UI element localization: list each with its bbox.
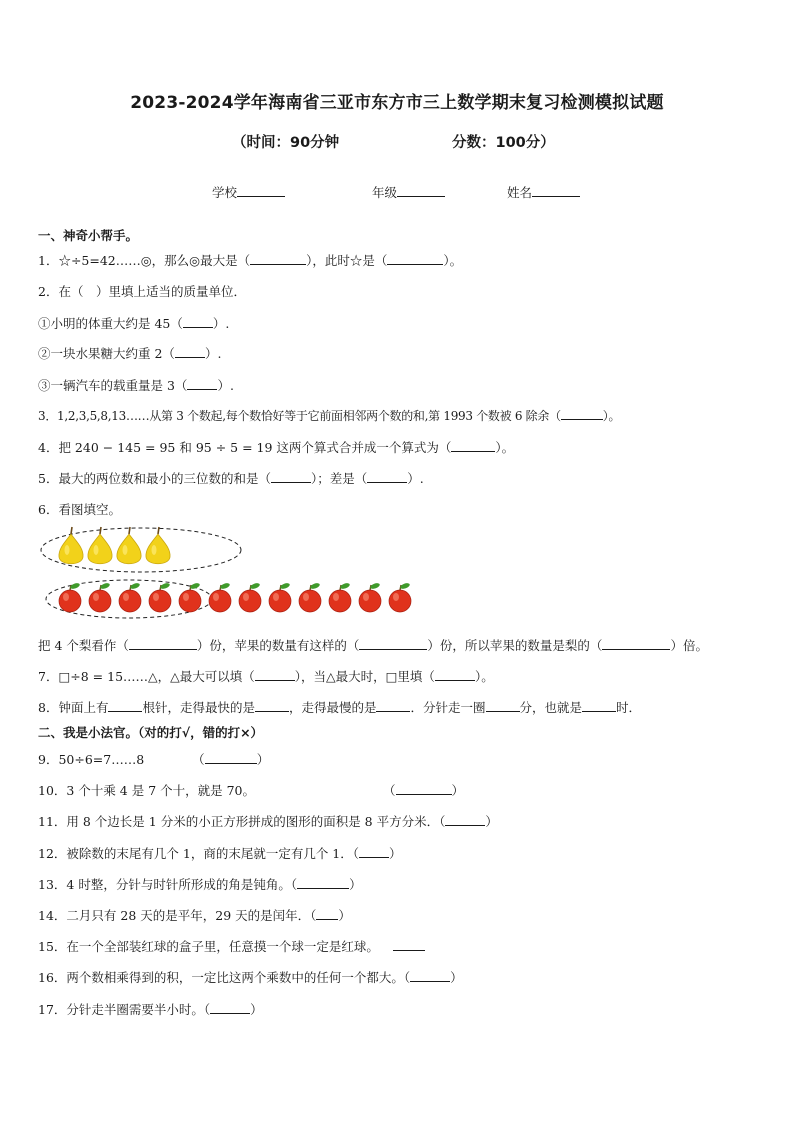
question-6-line: 把 4 个梨看作（ ）份，苹果的数量有这样的（ ）份，所以苹果的数量是梨的（ ）倍。: [38, 638, 708, 653]
answer-blank[interactable]: [271, 471, 311, 483]
pear-icon: [117, 527, 141, 564]
question-11: 11．用 8 个边长是 1 分米的小正方形拼成的图形的面积是 8 平方分米．（ ）: [38, 814, 498, 829]
question-15: 15．在一个全部装红球的盒子里，任意摸一个球一定是红球。: [38, 937, 425, 955]
name-label: 姓名: [507, 185, 533, 200]
apple-icon: [149, 582, 171, 612]
section-heading-1: 一、神奇小帮手。: [38, 228, 139, 243]
question-1: 1．☆÷5=42……◎，那么◎最大是（ ），此时☆是（ ）。: [38, 253, 463, 268]
answer-blank[interactable]: [367, 471, 407, 483]
question-13: 13．4 时整，分针与时针所形成的角是钝角。（ ）: [38, 877, 362, 892]
name-field[interactable]: [507, 183, 580, 201]
answer-blank[interactable]: [129, 638, 197, 650]
answer-blank[interactable]: [255, 700, 289, 712]
apple-icon: [239, 582, 261, 612]
apple-icon: [89, 582, 111, 612]
answer-blank[interactable]: [582, 700, 616, 712]
question-10: 10．3 个十乘 4 是 7 个十，就是 70。 （ ）: [38, 783, 465, 798]
apple-icon: [359, 582, 381, 612]
answer-blank[interactable]: [387, 253, 443, 265]
answer-blank[interactable]: [205, 752, 257, 764]
question-4: 4．把 240 − 145 = 95 和 95 ÷ 5 = 19 这两个算式合并成一个算式为（ ）。: [38, 440, 515, 455]
answer-blank[interactable]: [602, 638, 670, 650]
question-2: 2．在（ ）里填上适当的质量单位．: [38, 284, 246, 299]
answer-blank[interactable]: [250, 253, 306, 265]
question-6: 6．看图填空。: [38, 502, 121, 517]
answer-blank[interactable]: [175, 346, 205, 358]
exam-time: （时间：90分钟: [232, 135, 340, 151]
grade-blank[interactable]: [397, 185, 445, 197]
apple-icon: [59, 582, 81, 612]
question-2-1: ①小明的体重大约是 45（ ）.: [38, 316, 230, 331]
answer-blank[interactable]: [445, 814, 485, 826]
grade-label: 年级: [372, 185, 398, 200]
grade-field[interactable]: [372, 183, 445, 201]
answer-blank[interactable]: [183, 316, 213, 328]
question-2-2: ②一块水果糖大约重 2（ ）.: [38, 346, 222, 361]
answer-blank[interactable]: [255, 669, 295, 681]
question-9: 9．50÷6=7……8 （ ）: [38, 752, 270, 767]
apple-icon: [209, 582, 231, 612]
answer-blank[interactable]: [396, 783, 452, 795]
question-17: 17．分针走半圈需要半小时。（ ）: [38, 1002, 263, 1017]
question-2-3: ③一辆汽车的载重量是 3（ ）.: [38, 378, 234, 393]
school-blank[interactable]: [237, 185, 285, 197]
question-7: 7．□÷8 = 15……△，△最大可以填（ ），当△最大时，□里填（ ）。: [38, 669, 494, 684]
apple-icon: [329, 582, 351, 612]
answer-blank[interactable]: [316, 908, 338, 920]
section-heading-2: 二、我是小法官。（对的打√，错的打×）: [38, 725, 264, 740]
pears-apples-figure: [38, 524, 438, 624]
answer-blank[interactable]: [297, 877, 349, 889]
pear-icon: [146, 527, 170, 564]
answer-blank[interactable]: [187, 378, 217, 390]
question-14: 14．二月只有 28 天的是平年，29 天的是闰年．（ ）: [38, 908, 351, 923]
question-8: 8．钟面上有 根针，走得最快的是 ，走得最慢的是 ．分针走一圈 分，也就是 时．: [38, 700, 642, 715]
page-title: 2023-2024学年海南省三亚市东方市三上数学期末复习检测模拟试题: [130, 93, 664, 113]
apple-icon: [269, 582, 291, 612]
exam-score: 分数：100分）: [452, 135, 555, 151]
school-label: 学校: [212, 185, 238, 200]
question-16: 16．两个数相乘得到的积，一定比这两个乘数中的任何一个都大。（ ）: [38, 970, 463, 985]
question-5: 5．最大的两位数和最小的三位数的和是（ ）；差是（ ）.: [38, 471, 424, 486]
answer-blank[interactable]: [376, 700, 410, 712]
apple-icon: [179, 582, 201, 612]
answer-blank[interactable]: [359, 638, 427, 650]
answer-blank[interactable]: [393, 939, 425, 951]
answer-blank[interactable]: [451, 440, 495, 452]
apple-icon: [299, 582, 321, 612]
answer-blank[interactable]: [561, 408, 603, 420]
pear-icon: [88, 527, 112, 564]
answer-blank[interactable]: [435, 669, 475, 681]
question-3: 3．1,2,3,5,8,13……从第 3 个数起,每个数恰好等于它前面相邻两个数的和,第 1993 个数被 6 除余（ ）。: [38, 409, 621, 423]
answer-blank[interactable]: [486, 700, 520, 712]
answer-blank[interactable]: [359, 846, 389, 858]
school-field[interactable]: [212, 183, 285, 201]
question-12: 12．被除数的末尾有几个 1，商的末尾就一定有几个 1．（ ）: [38, 846, 402, 861]
answer-blank[interactable]: [210, 1002, 250, 1014]
answer-blank[interactable]: [410, 970, 450, 982]
answer-blank[interactable]: [108, 700, 142, 712]
apple-icon: [389, 582, 411, 612]
apple-icon: [119, 582, 141, 612]
name-blank[interactable]: [532, 185, 580, 197]
